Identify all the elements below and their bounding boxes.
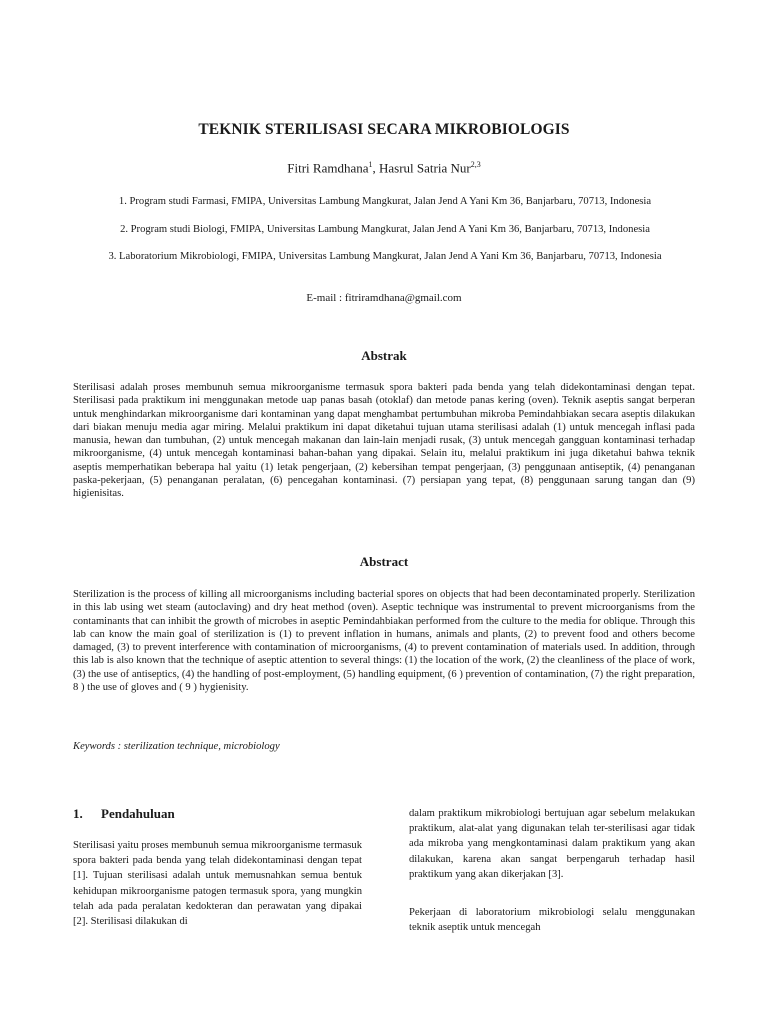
affiliation-3: 3. Laboratorium Mikrobiologi, FMIPA, Universitas Lambung Mangkurat, Jalan Jend A Yani Km 36, Banjarbaru, 70713, Indonesia [108, 251, 662, 262]
intro-left-column: Sterilisasi yaitu proses membunuh semua mikroorganisme termasuk spora bakteri pada benda yang telah didekontaminasi dengan tepat [1]. Tujuan sterilisasi adalah untuk memusnahkan semua bentuk kehidupan mikroorganisme patogen termasuk spora, yang mungkin telah ada pada peralatan kedokteran dan perawatan yang dipakai [2]. Sterilisasi dilakukan di [73, 840, 362, 928]
author-name: Fitri Ramdhana [287, 160, 369, 176]
author-separator: , [372, 160, 380, 176]
section-title: Pendahuluan [101, 806, 175, 821]
section-number: 1. [73, 806, 83, 821]
abstrak-text: Sterilisasi adalah proses membunuh semua mikroorganisme termasuk spora bakteri pada benda yang telah didekontaminasi dengan tepat. Sterilisasi pada praktikum ini menggunakan metode uap panas basah (otoklaf) dan metode panas kering (oven). Teknik aseptis sangat berperan untuk menghindarkan mikroorganisme dari kontaminan yang dapat menghambat pertumbuhan mikroba Pemindahbiakan secara aseptis dilakukan dari biakan menuju media agar miring. Melalui praktikum ini dapat diketahui tujuan utama sterilisasi adalah (1) untuk mencegah inflasi pada manusia, hewan dan tumbuhan, (2) untuk mencegah makanan dan lain-lain menjadi rusak, (3) untuk mencegah gangguan kontaminasi terhadap mikroorganisme, (4) untuk mencegah kontaminasi bahan-bahan yang dipakai. Selain itu, melalui praktikum ini juga diketahui bahwa teknik aseptis memperhatikan beberapa hal yaitu (1) letak pengerjaan, (2) kebersihan tempat pengerjaan, (3) penggunaan antiseptik, (4) penanganan paska-pekerjaan, (5) penanganan peralatan, (6) pencegahan kontaminasi. (7) persiapan yang tepat, (8) penggunaan sarung tangan dan (9) higienisitas. [73, 382, 695, 500]
author-affiliation-mark: 1 [368, 160, 373, 169]
abstrak-heading: Abstrak [361, 348, 407, 363]
abstract-heading: Abstract [359, 554, 409, 569]
affiliation-1: 1. Program studi Farmasi, FMIPA, Universitas Lambung Mangkurat, Jalan Jend A Yani Km 36, Banjarbaru, 70713, Indonesia [118, 196, 652, 207]
author-email: E-mail : fitriramdhana@gmail.com [306, 292, 462, 304]
affiliation-2: 2. Program studi Biologi, FMIPA, Universitas Lambung Mangkurat, Jalan Jend A Yani Km 36, Banjarbaru, 70713, Indonesia [120, 224, 650, 235]
paper-title: TEKNIK STERILISASI SECARA MIKROBIOLOGIS [198, 121, 570, 138]
intro-right-paragraph-1: dalam praktikum mikrobiologi bertujuan agar sebelum melakukan praktikum, alat-alat yang digunakan telah ter-sterilisasi agar tidak ada mikroba yang mengkontaminasi dalam praktikum yang akan dilakukan, karena akan sangat berpengaruh terhadap hasil praktikum yang akan dikerjakan [3]. [409, 808, 695, 880]
abstract-text: Sterilization is the process of killing all microorganisms including bacterial spores on objects that had been decontaminated properly. Sterilization in this lab using wet steam (autoclaving) and dry heat method (oven). Aseptic technique was instrumental to prevent microorganisms from the contaminants that can inhibit the growth of microbes in aseptic Pemindahbiakan performed from the culture to the media for oblique. Through this lab can know the main goal of sterilization is (1) to prevent inflation in humans, animals and plants, (2) to prevent food and others become damaged, (3) to prevent interference with contamination of microorganisms, (4) to prevent contamination of materials used. In addition, through this lab is also known that the technique of aseptic attention to several things: (1) the location of the work, (2) the cleanliness of the place of work, (3) the use of antiseptics, (4) the handling of post-employment, (5) handling equipment, (6 ) prevention of contamination, (7) the right preparation, 8 ) the use of gloves and ( 9 ) hygienisity. [73, 589, 695, 694]
author-affiliation-mark: 2,3 [470, 160, 481, 169]
author-line [0, 160, 768, 176]
section-heading [73, 806, 175, 822]
author-name: Hasrul Satria Nur [379, 160, 471, 176]
keywords: Keywords : sterilization technique, microbiology [73, 741, 280, 752]
intro-right-paragraph-2: Pekerjaan di laboratorium mikrobiologi selalu menggunakan teknik aseptik untuk mencegah [409, 907, 695, 934]
